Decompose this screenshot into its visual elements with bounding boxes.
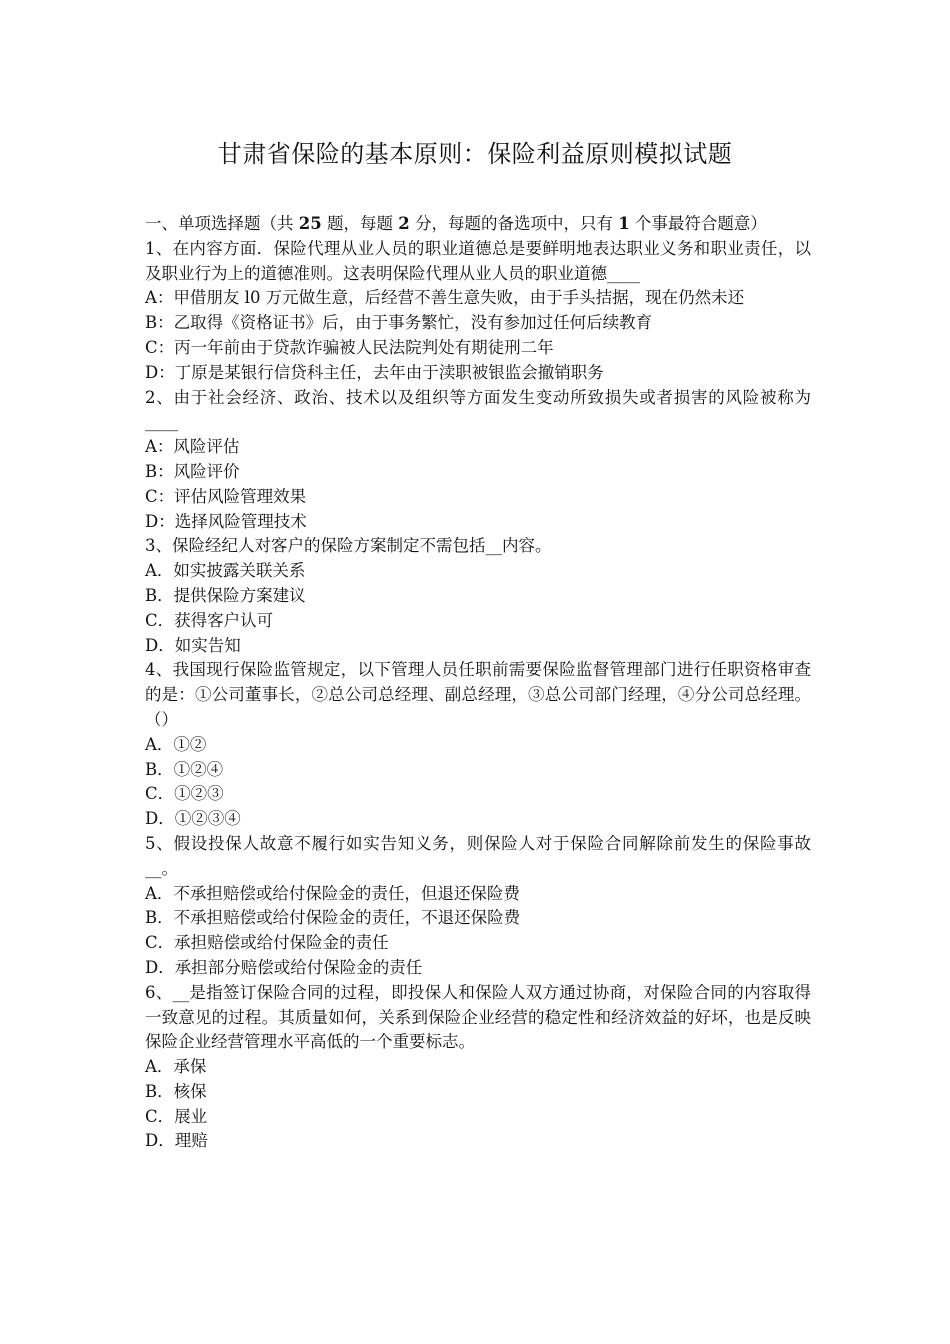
option-d: D．承担部分赔偿或给付保险金的责任 <box>145 957 423 977</box>
page-title: 甘肃省保险的基本原则：保险利益原则模拟试题 <box>217 140 733 168</box>
question-score: 2 <box>398 214 410 233</box>
question-stem: 4、我国现行保险监管规定，以下管理人员任职前需要保险监督管理部门进行任职资格审查的是：①公司董事长，②总公司总经理、副总经理，③总公司部门经理，④分公司总经理。（） <box>145 660 811 729</box>
question-stem: 6、__是指签订保险合同的过程，即投保人和保险人双方通过协商，对保险合同的内容取得一致意见的过程。其质量如何，关系到保险企业经营的稳定性和经济效益的好坏，也是反映保险企业经营管理水平高低的一个重要标志。 <box>145 982 811 1052</box>
question-1 <box>145 237 811 386</box>
option-a: A：风险评估 <box>145 437 240 457</box>
option-c: C．获得客户认可 <box>145 610 274 630</box>
option-d: D：丁原是某银行信贷科主任，去年由于渎职被银监会撤销职务 <box>145 362 604 382</box>
exam-content <box>145 212 811 1154</box>
option-b: B．不承担赔偿或给付保险金的责任，不退还保险费 <box>145 908 521 928</box>
question-2 <box>145 386 811 535</box>
option-a: A．①② <box>145 734 207 754</box>
correct-count: 1 <box>618 214 630 233</box>
option-b: B：乙取得《资格证书》后，由于事务繁忙，没有参加过任何后续教育 <box>145 313 653 333</box>
section-heading <box>145 212 811 237</box>
question-stem: 5、假设投保人故意不履行如实告知义务，则保险人对于保险合同解除前发生的保险事故__。 <box>145 833 811 878</box>
section-heading-text-2: 题，每题 <box>321 214 399 233</box>
option-b: B．①②④ <box>145 759 224 779</box>
option-a: A：甲借朋友 l0 万元做生意，后经营不善生意失败，由于手头拮据，现在仍然未还 <box>145 288 745 308</box>
option-b: B．核保 <box>145 1081 207 1101</box>
option-c: C．承担赔偿或给付保险金的责任 <box>145 933 389 953</box>
option-b: B．提供保险方案建议 <box>145 585 306 605</box>
option-a: A．承保 <box>145 1057 207 1077</box>
option-c: C．①②③ <box>145 784 224 804</box>
option-c: C．展业 <box>145 1106 208 1126</box>
option-a: A．不承担赔偿或给付保险金的责任，但退还保险费 <box>145 883 520 903</box>
question-5 <box>145 832 811 981</box>
section-heading-text-3: 分，每题的备选项中，只有 <box>409 214 619 233</box>
question-stem: 3、保险经纪人对客户的保险方案制定不需包括__内容。 <box>145 536 552 556</box>
section-heading-text-4: 个事最符合题意） <box>629 214 767 233</box>
option-c: C：评估风险管理效果 <box>145 486 307 506</box>
question-4 <box>145 658 811 832</box>
question-count: 25 <box>298 214 322 233</box>
option-a: A．如实披露关联关系 <box>145 561 306 581</box>
option-c: C：丙一年前由于贷款诈骗被人民法院判处有期徒刑二年 <box>145 337 554 357</box>
option-d: D．理赔 <box>145 1131 208 1151</box>
question-3 <box>145 534 811 658</box>
question-stem: 2、由于社会经济、政治、技术以及组织等方面发生变动所致损失或者损害的风险被称为____ <box>145 387 811 432</box>
option-d: D．①②③④ <box>145 809 241 829</box>
option-b: B：风险评价 <box>145 461 240 481</box>
section-heading-text-1: 一、单项选择题（共 <box>145 214 299 233</box>
question-stem: 1、在内容方面．保险代理从业人员的职业道德总是要鲜明地表达职业义务和职业责任，以及职业行为上的道德准则。这表明保险代理从业人员的职业道德____ <box>145 238 811 283</box>
option-d: D：选择风险管理技术 <box>145 511 307 531</box>
option-d: D．如实告知 <box>145 635 241 655</box>
question-6 <box>145 981 811 1155</box>
